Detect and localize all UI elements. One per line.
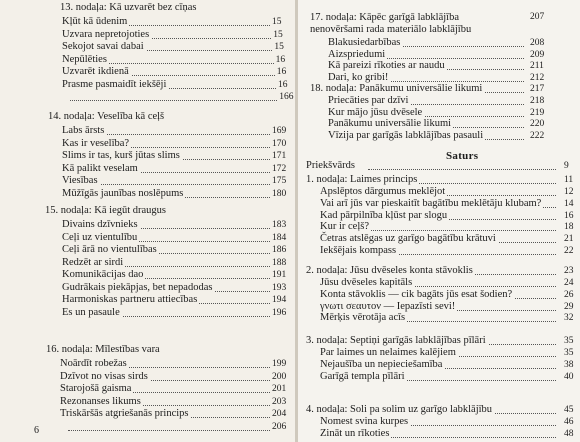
toc-entry: [0, 150, 295, 162]
contents-title: Saturs: [446, 150, 479, 162]
toc-entry-page: 9: [564, 161, 569, 171]
toc-entry-title: Priekšvārds: [306, 160, 355, 171]
toc-entry-title: Slims ir tas, kurš jūtas slims: [62, 150, 180, 161]
toc-entry-title: 2. nodaļa: Jūsu dvēseles konta stāvoklis: [306, 265, 473, 276]
toc-entry-page: 208: [530, 38, 545, 48]
toc-entry-page: 32: [564, 313, 574, 324]
toc-entry-page: 16: [275, 54, 286, 65]
toc-entry-page: 218: [530, 96, 545, 106]
toc-entry-title: Triskāršās atgriešanās princips: [60, 408, 189, 419]
right-page: [298, 0, 580, 442]
toc-entry: [298, 265, 580, 277]
toc-entry-title: Mērķis vērotāja acīs: [320, 312, 406, 324]
toc-entry-title: Priecāties par dzīvi: [328, 95, 409, 106]
toc-entry-title: Kas ir veselība?: [62, 137, 130, 149]
toc-entry-title: Dari, ko gribi!: [328, 71, 389, 83]
toc-entry-title: Gudrākais piekāpjas, bet nepadodas: [62, 281, 213, 293]
toc-entry: [298, 404, 580, 416]
toc-entry-title: Prasme pasmaidīt iekšēji: [62, 78, 167, 90]
toc-entry-page: 186: [272, 245, 287, 255]
toc-entry-page: 16: [276, 67, 287, 77]
toc-entry-page: 212: [530, 72, 545, 83]
toc-entry-title: Dzīvot no visas sirds: [60, 370, 148, 382]
toc-entry: [298, 221, 580, 233]
toc-entry: [0, 66, 295, 78]
toc-entry: [0, 41, 295, 53]
toc-entry: [0, 396, 295, 408]
toc-entry-page: 48: [564, 428, 574, 439]
page-number: 6: [34, 425, 39, 436]
toc-entry-page: 22: [564, 246, 574, 256]
toc-entry: [0, 358, 295, 370]
toc-entry-page: 219: [530, 107, 545, 118]
toc-entry-page: 199: [272, 359, 287, 369]
toc-entry: [0, 175, 295, 187]
toc-entry-title: Blakusiedarbības: [328, 37, 401, 48]
toc-entry-title: Kur mājo jūsu dvēsele: [328, 106, 423, 118]
toc-entry-title: Uzvara nepretojoties: [62, 28, 150, 40]
toc-entry-page: 46: [564, 417, 574, 427]
toc-entry: [298, 37, 580, 49]
toc-entry-title: Zināt un rīkoties: [320, 427, 390, 439]
toc-entry: [0, 244, 295, 256]
toc-entry-title: Kļūt kā ūdenim: [62, 16, 128, 27]
toc-entry-page: 194: [272, 295, 287, 305]
toc-entry: [298, 233, 580, 245]
toc-entry-page: 203: [272, 396, 287, 407]
toc-entry: [0, 91, 295, 103]
toc-entry-page: 29: [564, 301, 574, 312]
toc-entry: [298, 335, 580, 347]
toc-entry-title: γνωτι σεαυτον — Iepazīsti sevi!: [320, 300, 456, 312]
toc-entry-title: Apslēptos dārgumus meklējot: [320, 186, 446, 197]
toc-entry-page: 15: [272, 17, 282, 27]
chapter-heading: 15. nodaļa: Kā iegūt draugus: [45, 205, 167, 216]
toc-entry-title: Par laimes un nelaimes kalējiem: [320, 347, 456, 358]
toc-entry-page: 14: [564, 198, 574, 209]
toc-entry-page: 169: [272, 126, 287, 136]
toc-entry-page: 40: [564, 371, 574, 382]
toc-entry-title: Ceļi uz vientulību: [62, 231, 138, 243]
toc-entry-title: Harmoniskas partneru attiecības: [62, 294, 198, 305]
toc-entry: [0, 16, 295, 28]
toc-entry: [298, 245, 580, 257]
toc-entry-page: 220: [530, 119, 545, 129]
toc-entry-title: Labs ārsts: [62, 125, 105, 136]
toc-entry-page: 21: [564, 234, 574, 245]
toc-entry-title: Aizspriedumi: [328, 48, 386, 60]
toc-entry: [0, 269, 295, 281]
toc-entry: [298, 428, 580, 440]
toc-entry-title: 3. nodaļa: Septiņi garīgās labklājības pīlāri: [306, 335, 486, 346]
toc-entry-page: 209: [530, 49, 545, 60]
toc-entry-page: 188: [272, 257, 287, 268]
toc-entry-page: 211: [530, 61, 544, 71]
toc-entry-title: Garīgā templa pīlāri: [320, 370, 405, 382]
toc-entry: [298, 359, 580, 371]
toc-entry-title: Mūžīgās jaunības noslēpums: [62, 187, 184, 199]
toc-entry: [298, 95, 580, 107]
toc-entry-page: 206: [272, 421, 287, 432]
toc-entry-title: Ceļi ārā no vientulības: [62, 244, 157, 255]
toc-entry: [298, 371, 580, 383]
toc-entry: [298, 186, 580, 198]
toc-entry-page: 24: [564, 278, 574, 288]
toc-entry-title: 1. nodaļa: Laimes princips: [306, 174, 418, 185]
toc-entry-title: Jūsu dvēseles kapitāls: [320, 277, 413, 288]
toc-entry: [298, 312, 580, 324]
chapter-heading: 13. nodaļa: Kā uzvarēt bez cīņas: [60, 2, 197, 13]
toc-entry-page: 45: [564, 405, 574, 415]
toc-entry-title: 4. nodaļa: Soli pa solim uz garīgo labklājību: [306, 404, 493, 415]
toc-entry-page: 172: [272, 163, 287, 174]
toc-entry: [298, 83, 580, 95]
toc-entry-page: 175: [272, 176, 287, 186]
toc-entry-page: 201: [272, 384, 287, 394]
toc-entry-page: 166: [279, 92, 294, 102]
toc-entry-title: Vai arī jūs var pieskaitīt bagātību meklētāju klubam?: [320, 197, 542, 209]
toc-entry-title: Nomest svina kurpes: [320, 416, 409, 427]
toc-entry-page: 38: [564, 359, 574, 370]
toc-entry: [0, 54, 295, 66]
toc-entry-title: Kā palikt veselam: [62, 162, 138, 174]
toc-entry-title: Rezonanses likums: [60, 395, 141, 407]
toc-entry-page: 26: [564, 289, 574, 300]
toc-entry-page: 35: [564, 348, 574, 358]
toc-entry: [0, 188, 295, 200]
toc-entry: [0, 232, 295, 244]
toc-entry-page: 196: [272, 307, 287, 318]
chapter-heading: 17. nodaļa: Kāpēc garīgā labklājība nenovēršami rada materiālo labklājību: [310, 12, 472, 35]
toc-entry: [0, 383, 295, 395]
toc-entry: [298, 289, 580, 301]
toc-entry: [0, 257, 295, 269]
dot-leader: [368, 160, 556, 170]
toc-entry: [298, 174, 580, 186]
toc-entry-page: 16: [278, 79, 288, 90]
toc-entry: [0, 163, 295, 175]
toc-entry: [298, 198, 580, 210]
toc-entry-title: Kur ir ceļš?: [320, 221, 369, 233]
toc-entry-title: Nepūlēties: [62, 53, 107, 65]
toc-entry: [298, 347, 580, 359]
toc-entry-page: 16: [564, 210, 574, 221]
toc-entry-title: Nejaušība un nepieciešamība: [320, 358, 443, 370]
toc-entry: [0, 125, 295, 137]
toc-entry: [298, 60, 580, 72]
toc-entry: [298, 416, 580, 428]
toc-entry-title: Iekšējais kompass: [320, 245, 397, 256]
toc-entry: [298, 72, 580, 84]
toc-entry: [298, 130, 580, 142]
chapter-heading: 14. nodaļa: Veselība kā ceļš: [48, 111, 165, 122]
toc-entry-title: Uzvarēt ikdienā: [62, 66, 129, 77]
toc-entry-page: 12: [564, 187, 574, 197]
toc-entry-title: Es un pasaule: [62, 306, 120, 318]
toc-entry-title: Komunikācijas dao: [62, 269, 144, 280]
toc-entry: [0, 294, 295, 306]
dot-leader: [68, 421, 270, 431]
toc-entry: [0, 421, 295, 433]
toc-entry-page: 15: [273, 29, 283, 40]
toc-entry: [0, 307, 295, 319]
toc-entry-title: Redzēt ar sirdi: [62, 256, 124, 268]
toc-entry-page: 200: [272, 371, 287, 382]
toc-entry-page: 207: [530, 12, 545, 22]
toc-entry-page: 204: [272, 409, 287, 419]
toc-entry-page: 11: [564, 175, 574, 185]
toc-entry: [0, 371, 295, 383]
toc-entry: [298, 210, 580, 222]
toc-entry-title: Starojošā gaisma: [60, 383, 132, 394]
toc-entry-title: Sekojot savai dabai: [62, 41, 144, 52]
toc-entry-page: 191: [272, 270, 287, 280]
toc-entry-page: 15: [274, 42, 284, 52]
toc-entry: [0, 282, 295, 294]
toc-entry-page: 193: [272, 282, 287, 293]
dot-leader: [70, 91, 277, 101]
dot-leader: [70, 175, 270, 185]
toc-entry-title: Viesības: [62, 175, 98, 186]
toc-entry-page: 35: [564, 336, 574, 346]
toc-entry: [298, 49, 580, 61]
chapter-heading: 16. nodaļa: Mīlestības vara: [46, 344, 160, 355]
toc-entry: [298, 301, 580, 313]
toc-entry-page: 171: [272, 151, 287, 161]
toc-entry-page: 183: [272, 220, 287, 230]
toc-entry-title: Vīzija par garīgās labklājības pasauli: [328, 129, 484, 141]
toc-entry-title: Noārdīt robežas: [60, 358, 127, 369]
toc-entry-title: Konta stāvoklis — cik bagāts jūs esat šodien?: [320, 288, 513, 300]
toc-entry: [298, 118, 580, 130]
toc-entry-page: 217: [530, 84, 545, 94]
toc-entry-page: 184: [272, 232, 287, 243]
toc-entry-title: Četras atslēgas uz garīgo bagātību krātuvi: [320, 233, 496, 245]
toc-entry: [298, 160, 580, 172]
toc-entry-title: 18. nodaļa: Panākumu universālie likumi: [310, 83, 483, 94]
toc-entry: [0, 29, 295, 41]
toc-entry: [298, 277, 580, 289]
toc-entry-title: Divains dzīvnieks: [62, 219, 138, 230]
toc-entry: [0, 79, 295, 91]
toc-entry-page: 180: [272, 188, 287, 199]
toc-entry: [0, 219, 295, 231]
toc-entry-title: Kā pareizi rīkoties ar naudu: [328, 60, 445, 71]
toc-entry-title: Panākumu universālie likumi: [328, 118, 452, 129]
toc-entry-page: 23: [564, 266, 574, 276]
toc-entry-page: 170: [272, 138, 287, 149]
toc-entry: [0, 408, 295, 420]
toc-entry-page: 18: [564, 222, 574, 233]
toc-entry-title: Kad pārpilnība kļūst par slogu: [320, 209, 448, 221]
toc-entry-page: 222: [530, 130, 545, 141]
toc-entry: [0, 138, 295, 150]
toc-entry: [298, 107, 580, 119]
